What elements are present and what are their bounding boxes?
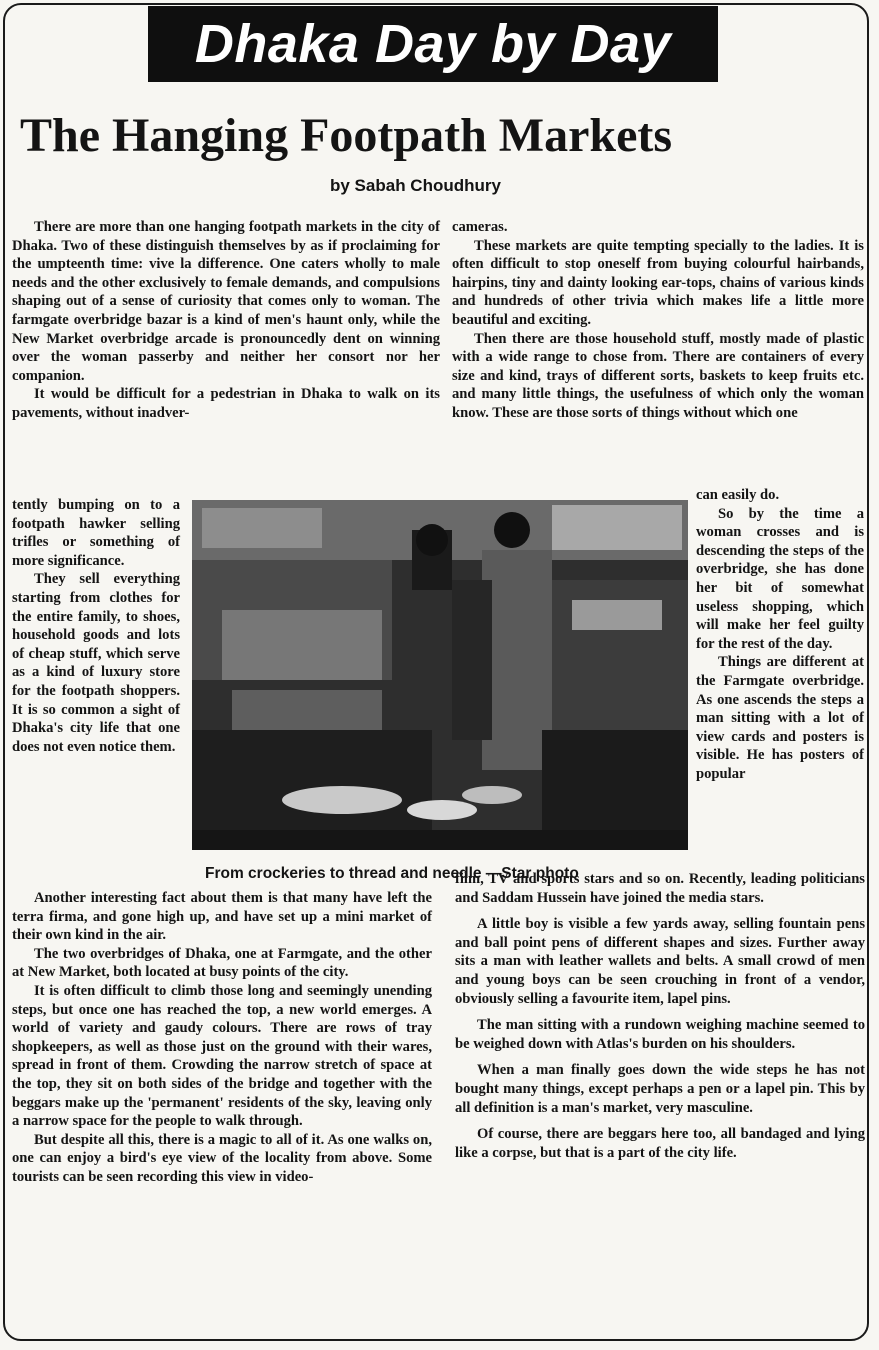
article-headline: The Hanging Footpath Markets bbox=[20, 109, 673, 162]
paragraph: It would be difficult for a pedestrian in Dhaka to walk on its pavements, without inadver- bbox=[12, 386, 440, 421]
paragraph: Then there are those household stuff, mostly made of plastic with a wide range to chose from. There are containers of every size and kind, trays of different sorts, baskets to keep fruits etc. and many little things, the usefulness of which only the woman know. These are those sorts of things without which one bbox=[452, 330, 864, 421]
paragraph: The man sitting with a rundown weighing machine seemed to be weighed down with Atlas's burden on his shoulders. bbox=[455, 1017, 865, 1052]
column-right-narrow bbox=[696, 486, 864, 784]
market-photo bbox=[192, 500, 688, 850]
paragraph: The two overbridges of Dhaka, one at Farmgate, and the other at New Market, both located at busy points of the city. bbox=[12, 945, 432, 981]
market-photo-image bbox=[192, 500, 688, 850]
paragraph: Of course, there are beggars here too, all bandaged and lying like a corpse, but that is a part of the city life. bbox=[455, 1126, 865, 1161]
section-kicker: Dhaka Day by Day bbox=[148, 6, 718, 82]
paragraph: They sell everything starting from clothes for the entire family, to shoes, household goods and lots of cheap stuff, which serve as a kind of luxury store for the footpath shoppers. It is so common a sight of Dhaka's city life that one does not even notice them. bbox=[12, 571, 180, 755]
paragraph: Things are different at the Farmgate overbridge. As one ascends the steps a man sitting with a lot of view cards and posters is visible. He has posters of popular bbox=[696, 654, 864, 782]
photo-caption: From crockeries to thread and needle —Star photo bbox=[205, 865, 579, 882]
paragraph: film, TV and sports stars and so on. Recently, leading politicians and Saddam Hussein have joined the media stars. bbox=[455, 871, 865, 906]
paragraph: cameras. bbox=[452, 219, 508, 235]
paragraph: can easily do. bbox=[696, 487, 780, 503]
column-right-bottom bbox=[455, 870, 865, 1170]
paragraph: But despite all this, there is a magic to all of it. As one walks on, one can enjoy a bird's eye view of the locality from above. Some tourists can be seen recording this view in video- bbox=[12, 1131, 432, 1185]
paragraph: These markets are quite tempting specially to the ladies. It is often difficult to stop oneself from buying colourful hairbands, hairpins, tiny and dainty looking ear-tops, chains of various kinds and hundreds of other trivia which makes life a little more beautiful and exciting. bbox=[452, 237, 864, 328]
article-byline: by Sabah Choudhury bbox=[330, 176, 501, 195]
column-left-top bbox=[12, 218, 440, 423]
paragraph: So by the time a woman crosses and is descending the steps of the overbridge, she has done her bit of somewhat useless shopping, which will make her feel guilty for the rest of the day. bbox=[696, 505, 864, 652]
paragraph: There are more than one hanging footpath markets in the city of Dhaka. Two of these distinguish themselves by as if proclaiming for the umpteenth time: vive la difference. One caters wholly to male needs and the other exclusively to female demands, and compulsions shaping out of a sense of curiosity that comes only to woman. The farmgate overbridge bazar is a kind of men's haunt only, while the New Market overbridge arcade is pronouncedly dent on winning over the woman passerby and neither her consort nor her companion. bbox=[12, 219, 440, 384]
column-right-top bbox=[452, 218, 864, 423]
column-left-bottom bbox=[12, 889, 432, 1187]
paragraph: When a man finally goes down the wide steps he has not bought many things, except perhaps a pen or a lapel pin. This by all definition is a man's market, very masculine. bbox=[455, 1062, 865, 1116]
column-left-narrow bbox=[12, 496, 180, 756]
paragraph: A little boy is visible a few yards away, selling fountain pens and ball point pens of different shapes and sizes. Further away sits a man with leather wallets and belts. A small crowd of men and young boys can be seen crouching in front of a vendor, obviously selling a favourite item, lapel pins. bbox=[455, 916, 865, 1007]
paragraph: It is often difficult to climb those long and seemingly unending steps, but once one has reached the top, a new world emerges. A world of variety and gaudy colours. There are rows of tray shopkeepers, as well as those just on the ground with their wares, spread in front of them. Crowding the narrow stretch of space at the top, they sit on both sides of the bridge and together with the beggars make up the 'permanent' residents of the sky, leaving only a narrow space for the people to walk through. bbox=[12, 982, 432, 1130]
paragraph: tently bumping on to a footpath hawker selling trifles or something of more significance. bbox=[12, 497, 180, 569]
paragraph: Another interesting fact about them is that many have left the terra firma, and gone high up, and have set up a mini market of their own kind in the air. bbox=[12, 890, 432, 944]
